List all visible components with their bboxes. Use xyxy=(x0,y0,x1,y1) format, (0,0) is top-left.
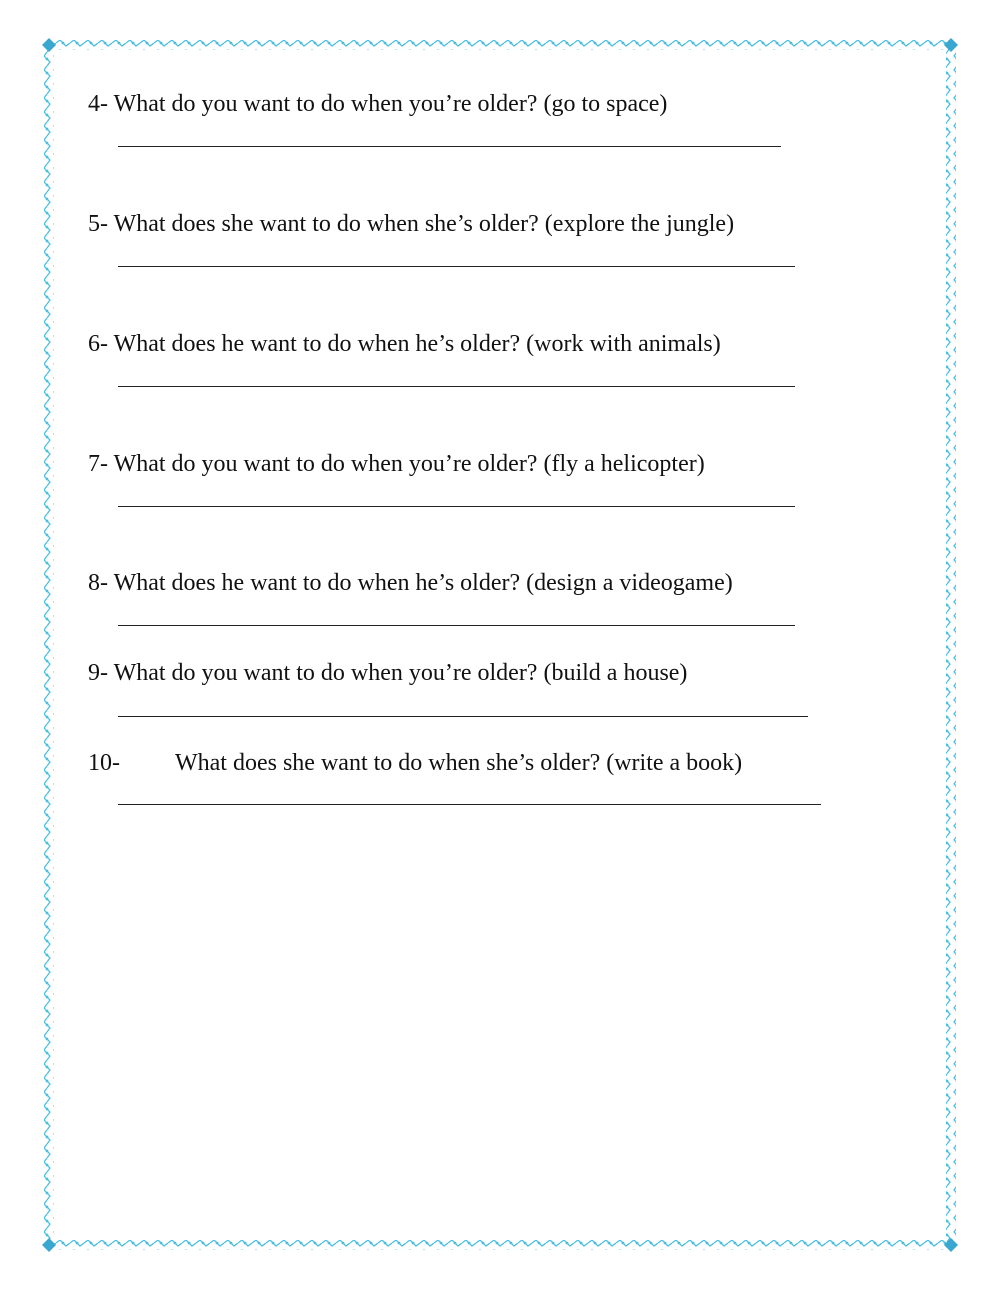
question-7 xyxy=(88,450,705,478)
question-text: What does he want to do when he’s older? (design a videogame) xyxy=(113,570,733,596)
question-text: What do you want to do when you’re older? (build a house) xyxy=(113,660,688,686)
answer-line-8[interactable] xyxy=(118,625,795,626)
question-4 xyxy=(88,90,667,118)
question-9 xyxy=(88,659,687,687)
question-6 xyxy=(88,330,721,358)
question-number: 9- xyxy=(88,660,108,686)
question-text: What do you want to do when you’re older? (fly a helicopter) xyxy=(113,451,705,477)
border-left xyxy=(44,48,54,1242)
question-number: 5- xyxy=(88,211,108,237)
question-8 xyxy=(88,569,733,597)
question-text: What do you want to do when you’re older? (go to space) xyxy=(113,91,668,117)
question-number: 7- xyxy=(88,451,108,477)
question-number: 6- xyxy=(88,331,108,357)
question-number: 8- xyxy=(88,570,108,596)
answer-line-7[interactable] xyxy=(118,506,795,507)
question-text: What does he want to do when he’s older? (work with animals) xyxy=(113,331,721,357)
question-number: 4- xyxy=(88,91,108,117)
question-10 xyxy=(88,749,742,777)
question-text: What does she want to do when she’s older? (explore the jungle) xyxy=(113,211,735,237)
answer-line-6[interactable] xyxy=(118,386,795,387)
border-top xyxy=(52,40,948,50)
question-text: What does she want to do when she’s older? (write a book) xyxy=(175,750,743,776)
answer-line-4[interactable] xyxy=(118,146,781,147)
border-bottom xyxy=(52,1240,948,1250)
answer-line-5[interactable] xyxy=(118,266,795,267)
question-number: 10- xyxy=(88,750,120,776)
border-right xyxy=(946,48,956,1242)
answer-line-9[interactable] xyxy=(118,716,808,717)
answer-line-10[interactable] xyxy=(118,804,821,805)
question-5 xyxy=(88,210,734,238)
